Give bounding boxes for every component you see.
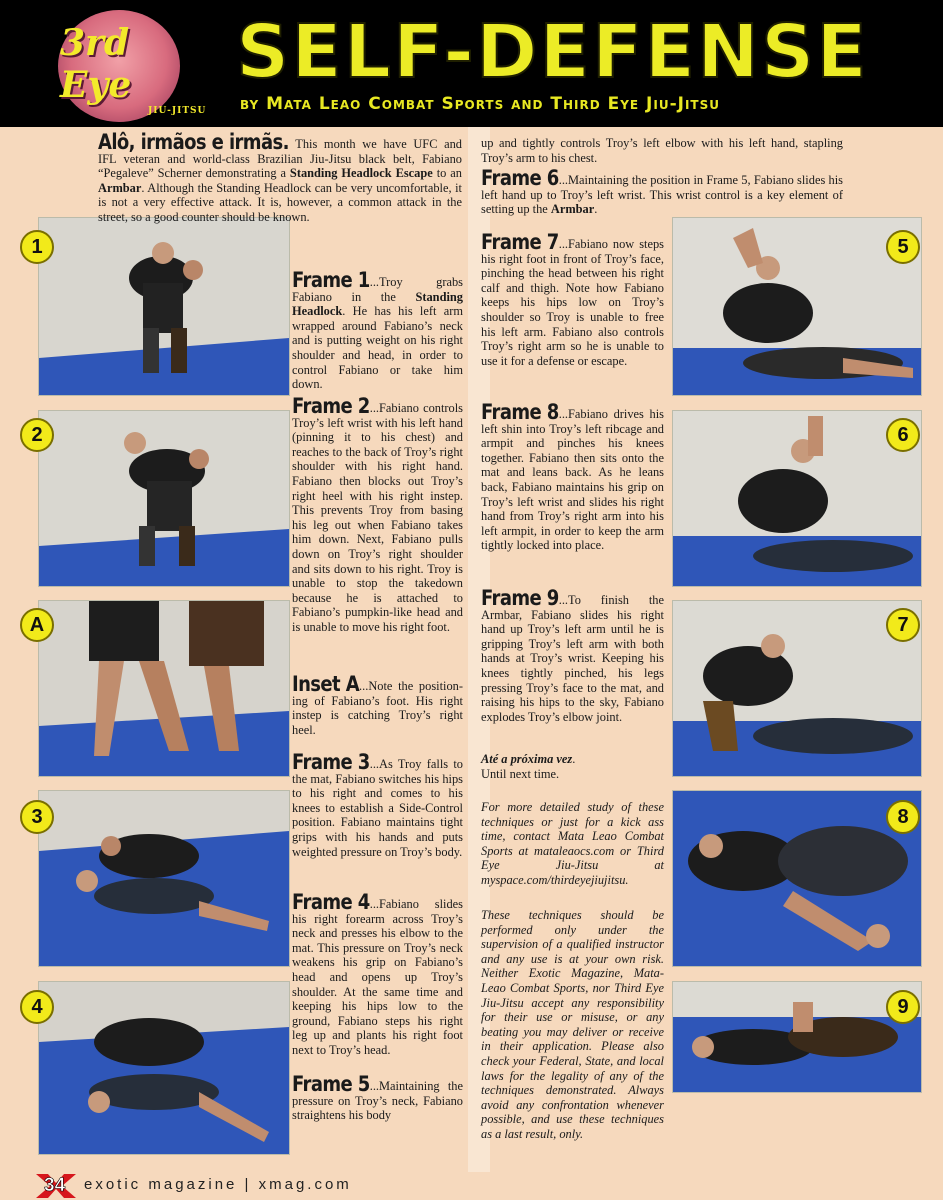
- photo-frame-6: [672, 410, 922, 587]
- third-eye-logo: [40, 10, 210, 122]
- frame-6-bold: Armbar: [550, 202, 595, 217]
- footer-text: exotic magazine | xmag.com: [84, 1176, 352, 1193]
- frame-badge-6: 6: [886, 418, 920, 452]
- logo-script: 3rd Eye: [60, 22, 132, 106]
- frame-badge-2: 2: [20, 418, 54, 452]
- frame-6-body-1: ...Maintaining the position in Frame 5, Fabiano slides his left hand up to Troy’s left wrist. This wrist control is a key element of setting up the: [481, 173, 843, 217]
- frame-3-heading: Frame 3: [292, 749, 370, 775]
- disclaimer-text: These techniques should be performed only under the supervision of a qualified instructor and any use is at your own risk. Neither Exotic Magazine, Mata-Leao Combat Sports, nor Third Eye Jiu-Jitsu accept any responsibility for their use or misuse, or any beating you may deliver or receive in their application. Please also check your Federal, State, and local laws for the legality of any of the techniques demonstrated. Always avoid any confrontation whenever possible, and use these techniques as a last result, only.: [481, 908, 664, 1141]
- frame-8-body: ...Fabiano drives his left shin into Troy’s left ribcage and armpit and pinches his knees together. Fabiano then sits onto the mat and leans back. As he leans back, Fabiano maintains his grip on Troy’s left wrist and slides his right hand from Troy’s right arm into his left armpit, in order to keep the arm tightly locked into place.: [481, 407, 664, 553]
- page-number: 34: [44, 1175, 66, 1196]
- photo-frame-5: [672, 217, 922, 396]
- frame-5-continued: up and tightly controls Troy’s left elbow with his left hand, stapling Troy’s arm to his chest.: [481, 136, 843, 165]
- page-number-badge: [36, 1174, 76, 1198]
- intro-paragraph: [98, 129, 462, 225]
- photo-frame-7: [672, 600, 922, 777]
- frame-1-heading: Frame 1: [292, 267, 370, 293]
- photo-frame-8: [672, 790, 922, 967]
- photo-frame-2: [38, 410, 290, 587]
- frame-6-heading: Frame 6: [481, 165, 559, 191]
- frame-badge-5: 5: [886, 230, 920, 264]
- intro-text-3: . Although the Standing Headlock can be very uncomfortable, it is not a very effective attack. It is, however, a common attack in the street, so a good counter should be known.: [98, 180, 462, 224]
- frame-2-text: [292, 393, 463, 635]
- frame-3-body: ...As Troy falls to the mat, Fabiano switches his hips to his right and comes to his knees to establish a Side-Control position. Fabiano maintains tight grips with his hands and puts weighted pressure on Troy’s body.: [292, 757, 463, 859]
- frame-1-body-1: ...Troy grabs Fabiano in the: [292, 275, 463, 304]
- frame-9-heading: Frame 9: [481, 585, 559, 611]
- frame-6-text: [481, 165, 843, 217]
- inset-a-heading: Inset A: [292, 671, 360, 697]
- frame-9-body: ...To finish the Armbar, Fabiano slides his right hand up Troy’s left arm until he is gripping Troy’s left arm with both hands at Troy’s wrist. Keeping his knees tightly pinched, his legs pressing Troy’s face to the mat, and raising his hips to the sky, Fabiano explodes Troy’s elbow joint.: [481, 593, 664, 724]
- photo-frame-3: [38, 790, 290, 967]
- inset-a-text: [292, 671, 463, 737]
- frame-7-heading: Frame 7: [481, 229, 559, 255]
- frame-2-body: ...Fabiano controls Troy’s left wrist with his left hand (pinning it to his chest) and reaches to the back of Troy’s right shoulder with his right hand. Fabiano then blocks out Troy’s right heel with his right instep. This prevents Troy from basing his leg out when Fabiano takes him down. Next, Fabiano pulls down on Troy’s right shoulder and sits down to his right. Troy is unable to stop the takedown because he is attached to Fabiano’s pumpkin-like head and is unable to move his right foot.: [292, 401, 463, 634]
- logo-caption: JIU-JITSU: [148, 106, 207, 116]
- photo-inset-a: [38, 600, 290, 777]
- page-subtitle: by Mata Leao Combat Sports and Third Eye Jiu-Jitsu: [240, 94, 720, 114]
- frame-1-bold: Standing Headlock: [292, 289, 463, 319]
- frame-5-body: ...Maintaining the pressure on Troy’s neck, Fabiano straightens his body: [292, 1079, 463, 1123]
- farewell-line: Até a próxima vez: [481, 752, 573, 766]
- photo-frame-9: [672, 981, 922, 1093]
- frame-badge-7: 7: [886, 608, 920, 642]
- frame-1-text: [292, 267, 463, 392]
- frame-6-body-2: .: [594, 202, 598, 217]
- frame-4-text: [292, 889, 463, 1058]
- frame-1-body-2: . He has his left arm wrapped around Fabiano’s neck and is putting weight on his right shoulder and head, in order to control Fabiano or take him down.: [292, 304, 463, 392]
- intro-bold-2: Armbar: [98, 180, 142, 195]
- study-info-text: For more detailed study of these techniques or just for a kick ass time, contact Mata Leao Combat Sports at mataleaocs.com or Third Eye Jiu-Jitsu at myspace.com/thirdeyejiujitsu.: [481, 800, 664, 887]
- frame-3-text: [292, 749, 463, 859]
- intro-bold-1: Standing Headlock Escape: [289, 166, 433, 181]
- frame-8-text: [481, 399, 664, 553]
- frame-8-heading: Frame 8: [481, 399, 559, 425]
- photo-frame-4: [38, 981, 290, 1155]
- photo-frame-1: [38, 217, 290, 396]
- frame-badge-1: 1: [20, 230, 54, 264]
- frame-7-body: ...Fabiano now steps his right foot in front of Troy’s face, pinching the head between his right calf and thigh. Note how Fabiano keeps his hips low on Troy’s shoulder so Troy is unable to free his left arm. Fabiano also controls Troy’s right arm so he is unable to use it for a defense or escape.: [481, 237, 664, 368]
- frame-badge-3: 3: [20, 800, 54, 834]
- frame-4-heading: Frame 4: [292, 889, 370, 915]
- page-header: [0, 0, 943, 127]
- intro-text-1: This month we have UFC and IFL veteran and world-class Brazilian Jiu-Jitsu black belt, Fabiano “Pegaleve” Scherner demonstrating a: [98, 137, 462, 181]
- farewell-translation: Until next time.: [481, 766, 560, 781]
- page-title: SELF-DEFENSE: [236, 9, 869, 95]
- frame-5-text: [292, 1071, 463, 1123]
- frame-badge-a: A: [20, 608, 54, 642]
- frame-badge-9: 9: [886, 990, 920, 1024]
- frame-badge-8: 8: [886, 800, 920, 834]
- farewell-tail: .: [572, 752, 576, 766]
- intro-lead: Alô, irmãos e irmãs.: [98, 129, 289, 155]
- frame-7-text: [481, 229, 664, 368]
- farewell-text: [481, 752, 664, 781]
- frame-badge-4: 4: [20, 990, 54, 1024]
- intro-text-2: to an: [432, 166, 462, 181]
- frame-5-heading: Frame 5: [292, 1071, 370, 1097]
- frame-4-body: ...Fabiano slides his right forearm across Troy’s neck and presses his elbow to the mat. This pressure on Troy’s neck weakens his grip on Fabiano’s head and opens up Troy’s shoulder. At the same time and keeping his hips low to the ground, Fabiano steps his right leg up and plants his right foot next to Troy’s head.: [292, 897, 463, 1057]
- page-footer: [0, 1170, 943, 1200]
- frame-2-heading: Frame 2: [292, 393, 370, 419]
- frame-9-text: [481, 585, 664, 724]
- inset-a-body: ...Note the position-ing of Fabiano’s foot. His right instep is catching Troy’s right heel.: [292, 679, 463, 737]
